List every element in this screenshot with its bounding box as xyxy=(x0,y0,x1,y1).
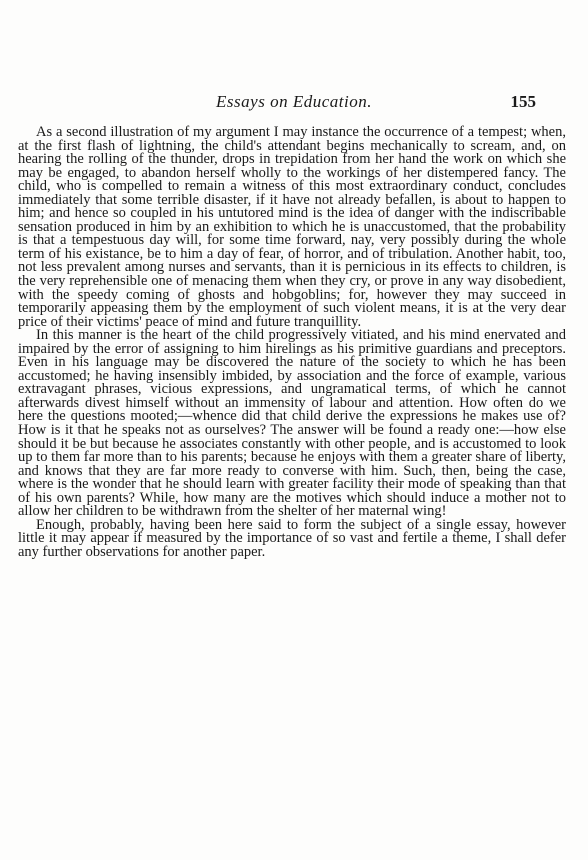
running-title: Essays on Education. xyxy=(216,92,372,111)
page-number: 155 xyxy=(510,92,536,111)
paragraph: In this manner is the heart of the child progressively vitiated, and his mind enervated and impaired by the error of assigning to him hirelings as his primitive guardians and preceptors. Even in his language may be discovered the nature of the society to which he has been accustomed; he having insensibly imbided, by association and the force of example, various extravagant phrases, vicious expressions, and ungramatical terms, of which he cannot afterwards divest himself without an immensity of labour and attention. How often do we here the questions mooted;—whence did that child derive the expressions he makes use of? How is it that he speaks not as ourselves? The answer will be found a ready one:—how else should it be but because he associates constantly with other people, and is accustomed to look up to them far more than to his parents; because he enjoys with them a greater share of liberty, and knows that they are far more ready to converse with him. Such, then, being the case, where is the wonder that he should learn with greater facility their mode of speaking than that of his own parents? While, how many are the motives which should induce a mother not to allow her children to be withdrawn from the shelter of her maternal wing! xyxy=(18,327,566,520)
paragraph: As a second illustration of my argument I may instance the occurrence of a tempest; when, at the first flash of lightning, the child's attendant begins mechanically to scream, and, on hearing the rolling of the thunder, drops in trepidation from her hand the work on which she may be engaged, to abandon herself wholly to the workings of her distempered fancy. The child, who is compelled to remain a witness of this most extraordinary conduct, concludes immediately that some terrible disaster, if it have not already befallen, is about to happen to him; and hence so coupled in his untutored mind is the idea of danger with the indiscribable sensation produced in him by an exhibition to which he is unaccustomed, that the probability is that a tempestuous day will, for some time forward, nay, very possibly during the whole term of his existance, be to him a day of fear, of horror, and of tribulation. Another habit, too, not less prevalent among nurses and servants, than it is pernicious in its effects to children, is the very reprehensible one of menacing them when they cry, or prove in any way disobedient, with the speedy coming of ghosts and hobgoblins; for, however they may succeed in temporarily appeasing them by the employment of such violent means, it is at the very dear price of their victims' peace of mind and future tranquillity. xyxy=(18,124,566,330)
body-text xyxy=(18,126,566,560)
paragraph: Enough, probably, having been here said to form the subject of a single essay, however little it may appear if measured by the importance of so vast and fertile a theme, I shall defer any further observations for another paper. xyxy=(18,516,566,560)
running-head xyxy=(0,92,588,114)
